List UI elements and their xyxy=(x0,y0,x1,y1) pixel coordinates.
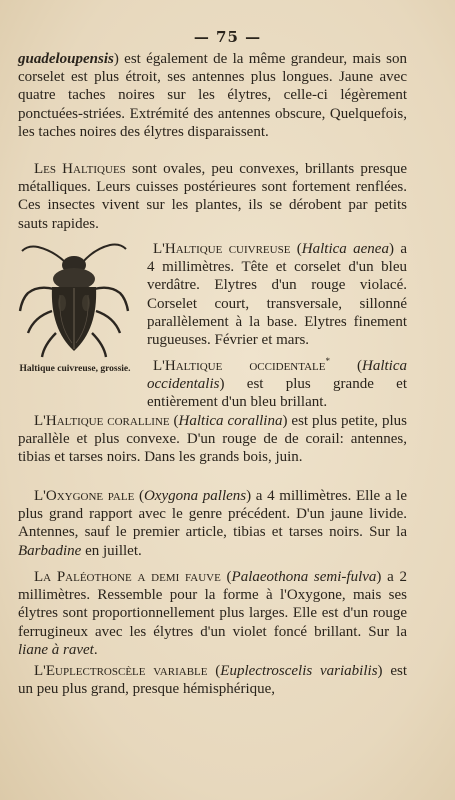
paragraph-text: ) a 2 millimètres. Ressemble pour la forme à l'Oxygone, mais ses élytres sont proportionnellement plus larges. Elle est d'un rouge ferrugineux avec les élytres d'un violet foncé brillant. Sur la xyxy=(18,569,407,640)
paragraph-text: ) est plus grande et entièrement d'un bleu brillant. xyxy=(147,376,407,411)
paragraph-text: ) a 4 millimètres. Tête et corselet d'un bleu verdâtre. Elytres d'un rouge violacé. Corselet court, transversale, sillonné parallèlement à la base. Elytres finement rugueuses. Février et mars. xyxy=(147,241,407,349)
paragraph-5: L'Haltique coralline (Haltica corallina) est plus petite, plus parallèle et plus convexe. D'un rouge de de corail: antennes, tibias et tarses noirs. Dans les grands bois, juin. xyxy=(18,413,407,466)
figure-caption: Haltique cuivreuse, grossie. xyxy=(19,364,131,374)
latin-name: guadeloupensis xyxy=(18,51,114,67)
paragraph-2 xyxy=(18,160,407,233)
paragraph-6: L'Oxygone pale (Oxygona pallens) a 4 millimètres. Elle a le plus grand rapport avec le genre précédent. D'un jaune livide. Antennes, sauf le premier article, tibias et tarses noirs. Sur la Barbadine en juillet. xyxy=(18,488,407,559)
species-heading: La Paléothone a demi fauve xyxy=(34,569,221,585)
paragraph-text: . xyxy=(93,641,98,658)
paragraph-7: La Paléothone a demi fauve (Palaeothona semi-fulva) a 2 millimètres. Ressemble pour la forme à l'Oxygone, mais ses élytres sont proportionnellement plus larges. Elle est d'un rouge ferrugineux avec les élytres d'un violet foncé brillant. Sur la liane à ravet. xyxy=(18,569,407,658)
latin-name: Palaeothona semi-fulva xyxy=(231,569,377,585)
latin-name: Oxygona pallens xyxy=(143,488,247,504)
latin-name: Haltica aenea xyxy=(301,241,389,257)
paragraph-8: L'Euplectroscèle variable (Euplectroscelis variabilis) est un peu plus grand, presque hémisphérique, xyxy=(18,663,407,698)
paragraph-text: en juillet. xyxy=(81,542,142,559)
latin-name: Barbadine xyxy=(18,542,82,559)
paragraph-text: ) est plus petite, plus parallèle et plus convexe. D'un rouge de de corail: antennes, tibias et tarses noirs. Dans les grands bois, juin. xyxy=(18,413,407,466)
latin-name: Haltica corallina xyxy=(178,413,283,429)
paragraph-4: L'Haltique occidentale* (Haltica occidentalis) est plus grande et entièrement d'un bleu brillant. xyxy=(147,356,408,411)
footnote-marker: * xyxy=(325,356,330,366)
species-heading: L'Oxygone pale xyxy=(34,488,135,504)
species-heading: L'Haltique occidentale xyxy=(153,358,326,374)
beetle-illustration-icon xyxy=(14,233,136,363)
species-heading: L'Euplectroscèle variable xyxy=(34,663,208,679)
latin-name: liane à ravet xyxy=(18,641,94,658)
species-heading: L'Haltique cuivreuse xyxy=(153,241,291,257)
latin-name: Haltica occidentalis xyxy=(147,358,408,393)
paragraph-3: L'Haltique cuivreuse (Haltica aenea) a 4 millimètres. Tête et corselet d'un bleu verdâtre. Elytres d'un rouge violacé. Corselet court, transversale, sillonné parallèlement à la base. Elytres finement rugueuses. Février et mars. xyxy=(147,241,407,349)
page-number: — 75 — xyxy=(193,28,262,46)
paragraph-text: ) est un peu plus grand, presque hémisphérique, xyxy=(18,663,407,698)
paragraph-text: sont ovales, peu convexes, brillants presque métalliques. Leurs cuisses postérieures sont fortement renflées. Ces insectes vivent sur les plantes, ils se dérobent par petits sauts rapides. xyxy=(18,161,407,232)
paragraph-text: ) a 4 millimètres. Elle a le plus grand rapport avec le genre précédent. D'un jaune livide. Antennes, sauf le premier article, tibias et tarses noirs. Sur la xyxy=(18,488,407,541)
beetle-figure xyxy=(14,233,136,393)
latin-name: Euplectroscelis variabilis xyxy=(220,663,378,679)
species-heading: L'Haltique coralline xyxy=(34,413,170,429)
paragraph-text: ) est également de la même grandeur, mais son corselet est plus étroit, ses antennes plus longues. Jaune avec quatre taches noires sur les élytres, celle-ci légèrement ponctuées-striées. Extrémité des antennes obscure, Quelquefois, les taches noires des élytres disparaissent. xyxy=(18,51,407,140)
paragraph-1 xyxy=(18,50,407,141)
species-heading: Les Haltiques xyxy=(34,161,126,177)
